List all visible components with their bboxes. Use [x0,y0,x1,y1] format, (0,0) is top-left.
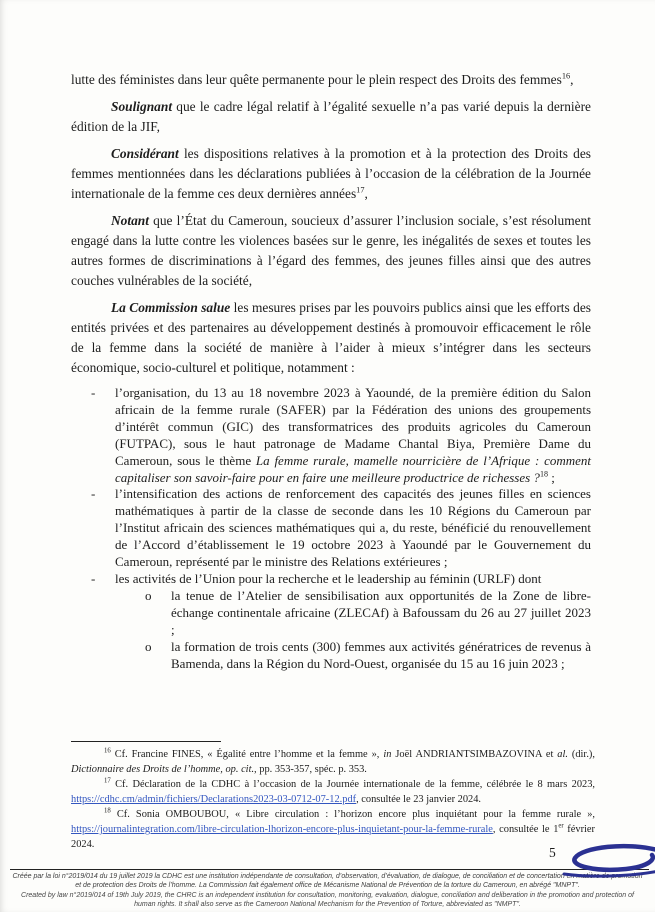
paragraph-lead: Considérant [111,146,179,161]
footnote-text: Cf. Déclaration de la CDHC à l’occasion de la Journée internationale de la femme, célébrée le 8 mars 2023, [115,779,595,790]
footnote-number: 17 [104,777,111,785]
footnote-ref-17: 17 [356,185,365,195]
sub-list-item-zlecaf [71,588,591,639]
list-item-text: les activités de l’Union pour la recherche et le leadership au féminin (URLF) dont [115,570,542,586]
paragraph-considerant [71,144,591,204]
footnote-text-italic: Dictionnaire des Droits de l’homme, op. cit., [71,764,257,775]
footnote-separator [71,741,221,742]
page-body [71,70,591,672]
paragraph-continuation [71,70,591,90]
paragraph-text: , [570,72,574,87]
footnote-text: (dir.), [567,749,595,760]
paragraph-notant [71,211,591,291]
footnote-text: pp. 353-357, spéc. p. 353. [256,764,367,775]
footer-rule [10,869,649,870]
footnote-link-journalintegration[interactable]: https://journalintegration.com/libre-circulation-lhorizon-encore-plus-inquietant-pour-la-femme-rurale [71,824,493,835]
footnote-text: Joël ANDRIANTSIMBAZOVINA et [391,749,558,760]
list-item-urlf [71,571,591,588]
footnote-16 [71,747,595,777]
paragraph-lead: Soulignant [111,99,173,114]
paragraph-lead: La Commission salue [111,300,231,315]
list-item-safer [71,385,591,486]
paragraph-text: que le cadre légal relatif à l’égalité sexuelle n’a pas varié depuis la dernière édition de la JIF, [71,99,591,134]
footnotes-section [71,741,595,852]
footnote-text: , consultée le 23 janvier 2024. [356,794,482,805]
list-item-text: ; [547,469,555,485]
sub-list-item-text: la tenue de l’Atelier de sensibilisation aux opportunités de la Zone de libre-échange continentale africaine (ZLECAf) à Bafoussam du 26 au 27 juillet 2023 ; [171,587,591,637]
list-item-text: l’intensification des actions de renforcement des capacités des jeunes filles en sciences mathématiques à partir de la classe de seconde dans les 10 Régions du Cameroun par l’Institut africain des sciences mathématiques qui a, du reste, bénéficié du renouvellement de l’Accord d’établissement le 19 octobre 2023 à Yaoundé par le Gouvernement du Cameroun, représenté par le ministre des Relations extérieures ; [115,486,591,570]
paragraph-soulignant [71,97,591,137]
footnote-text-italic: al. [557,749,568,760]
footer-text-english: Created by law n°2019/014 of 19th July 2019, the CHRC is an independent institution for consultation, monitoring, evaluation, dialogue, conciliation and deliberation in the promotion and protection of human rights. It shall also serve as the Cameroon National Mechanism for the Prevention of Torture, abbreviated as "NMPT". [21,892,634,908]
footnote-18 [71,807,595,852]
footnote-17 [71,777,595,807]
footnote-text-italic: in [383,749,392,760]
footnote-ref-16: 16 [561,71,571,81]
dash-marker: - [91,486,96,502]
page-number: 5 [549,845,556,860]
paragraph-lead: Notant [111,213,149,228]
theme-title-italic: La femme rurale, mamelle nourricière de l’Afrique : comment capitaliser son savoir-faire pour en faire une meilleure productrice de richesses ? [115,452,592,485]
paragraph-text: les mesures prises par les pouvoirs publics ainsi que les efforts des entités privées et des partenaires au développement destinés à promouvoir efficacement le rôle de la femme dans la société de manière à l’aider à mieux s’intégrer dans les secteurs économique, socio-culturel et politique, notamment : [71,300,591,375]
circle-marker: o [145,638,152,654]
list-item-text: l’organisation, du 13 au 18 novembre 2023 à Yaoundé, de la première édition du Salon africain de la femme rurale (SAFER) par la Fédération des unions des groupements d’intérêt commun (GIC) des transformatrices des produits agricoles du Cameroun (FUTPAC), sous le haut patronage de Madame Chantal Biya, Première Dame du Cameroun, sous le thème [115,385,591,468]
footnote-link-cdhc[interactable]: https://cdhc.cm/admin/fichiers/Declarations2023-03-0712-07-12.pdf [71,794,357,805]
signature-swoosh-icon [560,841,655,886]
paragraph-text: les dispositions relatives à la promotion et à la protection des Droits des femmes mentionnées dans les déclarations publiées à l’occasion de la célébration de la Journée internationale de la femme ces deux dernières années [71,146,591,201]
list-item-maths [71,486,591,571]
footnote-text: Cf. Francine FINES, « Égalité entre l’homme et la femme », [114,749,384,760]
footnote-ref-18: 18 [539,469,548,479]
achievements-list [71,385,591,672]
footnote-text: , consultée le 1 [492,824,559,835]
dash-marker: - [91,570,96,586]
footnote-text: Cf. Sonia OMBOUBOU, « Libre circulation : l’horizon encore plus inquiétant pour la femme rurale », [116,809,595,820]
sub-list-item-text: la formation de trois cents (300) femmes aux activités génératrices de revenus à Bamenda, dans la Région du Nord-Ouest, organisée du 15 au 16 juin 2023 ; [171,638,591,671]
paragraph-text: , [364,186,368,201]
footnote-number: 18 [104,807,111,815]
sub-list-item-formation [71,639,591,673]
footer-text-french: Créée par la loi n°2019/014 du 19 juillet 2019 la CDHC est une institution indépendante de consultation, d’observation, d’évaluation, de dialogue, de conciliation et de concertation en matière de promotion et de protection des Droits de l’homme. La Commission fait également office de Mécanisme National de Prévention de la torture du Cameroun, en abrégé "MNPT". [12,873,643,889]
footnote-text: février 2024. [71,824,595,850]
paragraph-text: lutte des féministes dans leur quête permanente pour le plein respect des Droits des femmes [71,72,562,87]
paragraph-commission-salue [71,298,591,378]
paragraph-text: que l’État du Cameroun, soucieux d’assurer l’inclusion sociale, s’est résolument engagé dans la lutte contre les violences basées sur le genre, les inégalités de sexes et toutes les autres formes de discriminations à l’égard des femmes, des jeunes filles ainsi que des autres couches vulnérables de la société, [71,213,591,288]
ordinal-superscript: er [558,822,564,830]
circle-marker: o [145,587,152,603]
footnote-number: 16 [104,747,111,755]
dash-marker: - [91,385,96,400]
